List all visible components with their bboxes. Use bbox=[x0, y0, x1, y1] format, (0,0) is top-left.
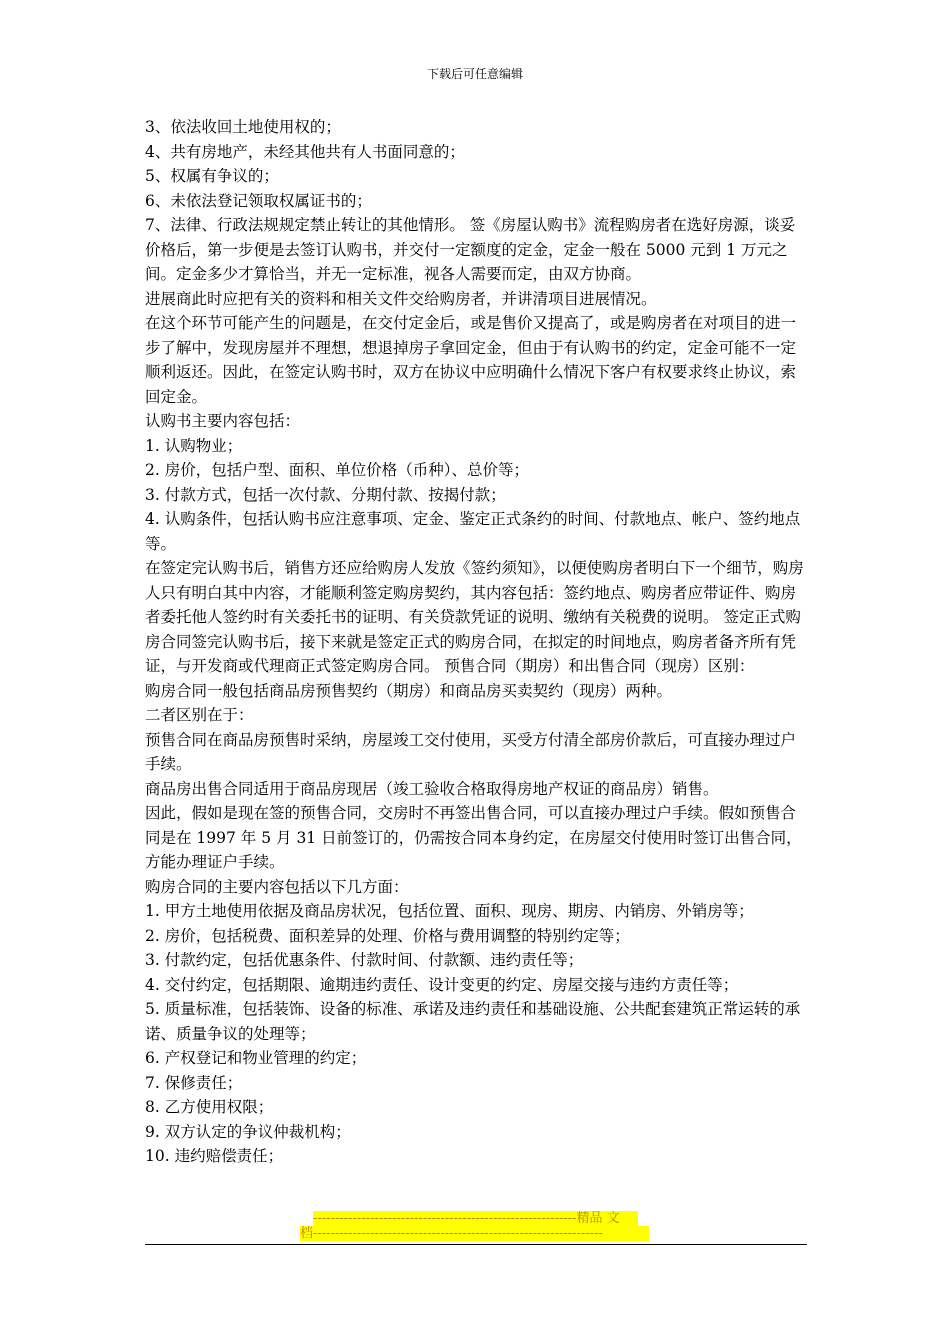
paragraph: 购房合同一般包括商品房预售契约（期房）和商品房买卖契约（现房）两种。 bbox=[145, 681, 673, 700]
list-item: 9. 双方认定的争议仲裁机构； bbox=[145, 1122, 351, 1141]
paragraph: 5、权属有争议的； bbox=[145, 167, 279, 185]
paragraph: 在这个环节可能产生的问题是，在交付定金后，或是售价又提高了，或是购房者在对项目的进一步了解中，发现房屋并不理想，想退掉房子拿回定金，但由于有认购书的约定，定金可能不一定顺利返还。因此，在签定认购书时，双方在协议中应明确什么情况下客户有权要求终止协议，索回定金。 bbox=[145, 314, 797, 406]
list-item: 4. 交付约定，包括期限、逾期违约责任、设计变更的约定、房屋交接与违约方责任等； bbox=[145, 975, 739, 994]
list-item: 5. 质量标准，包括装饰、设备的标准、承诺及违约责任和基础设施、公共配套建筑正常运转的承诺、质量争议的处理等； bbox=[145, 1000, 801, 1043]
footer-banner bbox=[300, 1211, 652, 1241]
footer-line-1: ------------------------------------------------------------精品 文 bbox=[313, 1211, 638, 1226]
paragraph: 商品房出售合同适用于商品房现居（竣工验收合格取得房地产权证的商品房）销售。 bbox=[145, 779, 719, 798]
paragraph: 在签定完认购书后，销售方还应给购房人发放《签约须知》，以便使购房者明白下一个细节，购房人只有明白其中内容，才能顺利签定购房契约，其内容包括：签约地点、购房者应带证件、购房者委托他人签约时有关委托书的证明、有关贷款凭证的说明、缴纳有关税费的说明。 签定正式购房合同签完认购书后，接下来就是签定正式的购房合同，在拟定的时间地点，购房者备齐所有凭证，与开发商或代理商正式签定购房合同。 预售合同（期房）和出售合同（现房）区别： bbox=[145, 559, 804, 675]
page-header: 下载后可任意编辑 bbox=[426, 67, 523, 81]
paragraph: 进展商此时应把有关的资料和相关文件交给购房者，并讲清项目进展情况。 bbox=[145, 289, 657, 308]
footer-line-2: 档------------------------------------------------------------------ bbox=[300, 1226, 649, 1241]
list-item: 7. 保修责任； bbox=[145, 1073, 243, 1092]
paragraph: 因此，假如是现在签的预售合同，交房时不再签出售合同，可以直接办理过户手续。假如预售合同是在 1997 年 5 月 31 日前签订的，仍需按合同本身约定，在房屋交付使用时签订出售合同，方能办理证户手续。 bbox=[145, 804, 802, 871]
paragraph: 认购书主要内容包括： bbox=[145, 412, 301, 430]
paragraph: 购房合同的主要内容包括以下几方面： bbox=[145, 877, 409, 896]
paragraph: 7、法律、行政法规规定禁止转让的其他情形。 签《房屋认购书》流程购房者在选好房源，谈妥价格后，第一步便是去签订认购书，并交付一定额度的定金，定金一般在 5000 元到 1 万元之间。定金多少才算恰当，并无一定标准，视各人需要而定，由双方协商。 bbox=[145, 216, 796, 283]
list-item: 2. 房价，包括户型、面积、单位价格（币种）、总价等； bbox=[145, 461, 529, 479]
list-item: 1. 甲方土地使用依据及商品房状况，包括位置、面积、现房、期房、内销房、外销房等； bbox=[145, 902, 754, 920]
list-item: 2. 房价，包括税费、面积差异的处理、价格与费用调整的特别约定等； bbox=[145, 926, 630, 945]
document-body bbox=[145, 115, 810, 1169]
paragraph: 二者区别在于： bbox=[145, 706, 254, 724]
list-item: 8. 乙方使用权限； bbox=[145, 1098, 274, 1116]
paragraph: 6、未依法登记领取权属证书的； bbox=[145, 191, 372, 210]
list-item: 10. 违约赔偿责任； bbox=[145, 1147, 284, 1165]
list-item: 1. 认购物业； bbox=[145, 436, 243, 455]
footer-divider bbox=[145, 1244, 807, 1245]
list-item: 6. 产权登记和物业管理的约定； bbox=[145, 1049, 367, 1067]
list-item: 4. 认购条件，包括认购书应注意事项、定金、鉴定正式条约的时间、付款地点、帐户、签约地点等。 bbox=[145, 510, 801, 553]
list-item: 3. 付款约定，包括优惠条件、付款时间、付款额、违约责任等； bbox=[145, 951, 584, 969]
paragraph: 4、共有房地产，未经其他共有人书面同意的； bbox=[145, 142, 465, 161]
paragraph: 3、依法收回土地使用权的； bbox=[145, 118, 341, 136]
paragraph: 预售合同在商品房预售时采纳，房屋竣工交付使用，买受方付清全部房价款后，可直接办理过户手续。 bbox=[145, 730, 797, 773]
list-item: 3. 付款方式，包括一次付款、分期付款、按揭付款； bbox=[145, 485, 506, 504]
